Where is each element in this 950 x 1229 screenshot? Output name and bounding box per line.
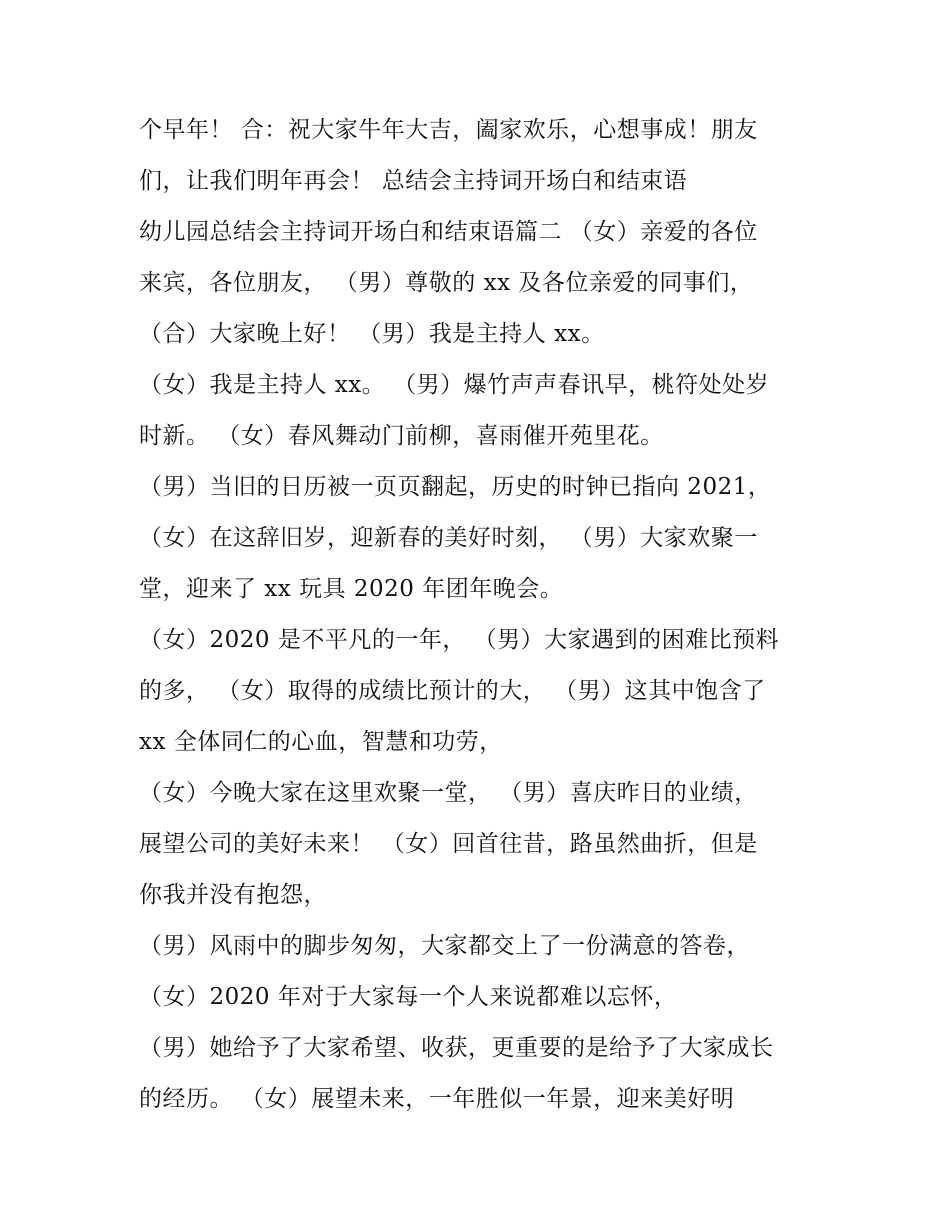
document-body xyxy=(139,105,829,1125)
text-line: （男）风雨中的脚步匆匆，大家都交上了一份满意的答卷， xyxy=(139,933,750,959)
text-line: （女）今晚大家在这里欢聚一堂， （男）喜庆昨日的业绩， xyxy=(139,780,758,806)
text-line: 个早年！ 合：祝大家牛年大吉，阖家欢乐，心想事成！朋友 xyxy=(139,117,758,143)
text-line: xx 全体同仁的心血，智慧和功劳， xyxy=(139,729,503,755)
text-line: 幼儿园总结会主持词开场白和结束语篇二 （女）亲爱的各位 xyxy=(139,219,758,245)
text-line: （女）2020 年对于大家每一个人来说都难以忘怀， xyxy=(139,984,678,1010)
text-line: （女）在这辞旧岁，迎新春的美好时刻， （男）大家欢聚一 xyxy=(139,525,758,551)
text-line: 的经历。 （女）展望未来，一年胜似一年景，迎来美好明 xyxy=(139,1086,735,1112)
text-line: 堂，迎来了 xx 玩具 2020 年团年晚会。 xyxy=(139,576,564,602)
text-line: 的多， （女）取得的成绩比预计的大， （男）这其中饱含了 xyxy=(139,678,766,704)
text-line: 们，让我们明年再会！ 总结会主持词开场白和结束语 xyxy=(139,168,688,194)
text-line: （女）我是主持人 xx。 （男）爆竹声声春讯早，桃符处处岁 xyxy=(139,372,770,398)
text-line: （女）2020 是不平凡的一年， （男）大家遇到的困难比预料 xyxy=(139,627,780,653)
text-line: 你我并没有抱怨， xyxy=(139,882,327,908)
text-line: 时新。 （女）春风舞动门前柳，喜雨催开苑里花。 xyxy=(139,423,664,449)
text-line: （男）当旧的日历被一页页翻起，历史的时钟已指向 2021， xyxy=(139,474,772,500)
text-line: 展望公司的美好未来！ （女）回首往昔，路虽然曲折，但是 xyxy=(139,831,758,857)
text-line: （男）她给予了大家希望、收获，更重要的是给予了大家成长 xyxy=(139,1035,774,1061)
text-line: 来宾，各位朋友， （男）尊敬的 xx 及各位亲爱的同事们， xyxy=(139,270,754,296)
text-line: （合）大家晚上好！ （男）我是主持人 xx。 xyxy=(139,321,605,347)
